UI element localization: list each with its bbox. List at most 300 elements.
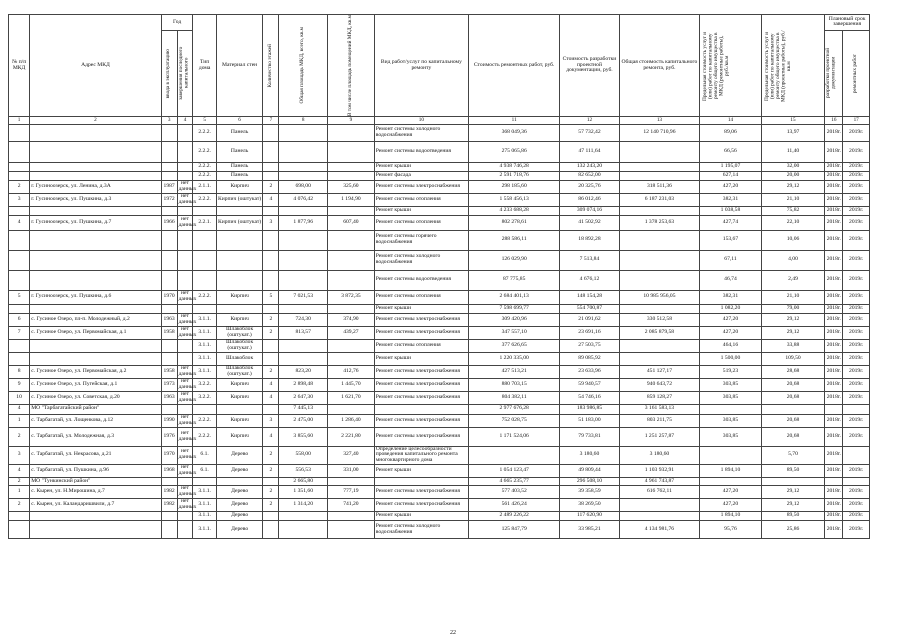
table-row: [9, 499, 870, 512]
column-numbers-row: [9, 117, 870, 125]
cell-type: [193, 404, 216, 414]
cell-term-design: 2018г.: [825, 446, 843, 465]
cell-floors: [263, 230, 279, 250]
cell-cost: 4 938 746,28: [469, 163, 560, 172]
cell-limit: 303,85: [700, 378, 761, 391]
cell-year-built: [161, 339, 177, 352]
cell-limit-design: 20,68: [761, 414, 825, 427]
cell-cost: 4 233 688,28: [469, 206, 560, 215]
cell-design: 21 091,62: [560, 313, 619, 326]
cell-walls: Кирпич: [216, 313, 263, 326]
column-number: 13: [619, 117, 700, 125]
cell-num: [9, 142, 30, 163]
cell-type: 3.2.2.: [193, 378, 216, 391]
column-number: 11: [469, 117, 560, 125]
cell-area-living: 777,19: [328, 486, 375, 499]
cell-num: 4: [9, 404, 30, 414]
column-number: 7: [263, 117, 279, 125]
cell-work: Ремонт системы электроснабжения: [374, 365, 468, 378]
cell-year-repair: нет данных: [178, 498, 197, 511]
cell-address: с. Гусиное Озеро, ул. Советская, д.20: [30, 391, 161, 404]
cell-design: 7 513,84: [560, 250, 619, 270]
cell-limit: 427,20: [700, 499, 761, 512]
cell-work: Ремонт системы электроснабжения: [374, 414, 468, 427]
cell-term-works: 2019г.: [843, 499, 870, 512]
cell-year-built: 1958: [161, 326, 177, 339]
cell-design: 86 012,46: [560, 194, 619, 207]
header-area-total: Общая площадь МКД, всего, кв.м: [279, 15, 328, 117]
column-number: 9: [328, 117, 375, 125]
cell-total: 3 161 583,13: [619, 404, 700, 414]
cell-type: 2.2.2.: [193, 125, 216, 142]
cell-term-works: 2019г.: [843, 427, 870, 446]
cell-total: 803 211,75: [619, 414, 700, 427]
cell-year-repair: [177, 339, 193, 352]
cell-limit: [700, 404, 761, 414]
cell-year-repair: нет данных: [178, 180, 197, 193]
cell-year-built: [161, 478, 177, 486]
cell-work: Ремонт системы отопления: [374, 339, 468, 352]
cell-area-total: 3 855,60: [279, 427, 328, 446]
cell-area-total: [279, 352, 328, 365]
cell-area-living: [328, 125, 375, 142]
cell-total: [619, 142, 700, 163]
cell-num: 4: [9, 215, 30, 230]
column-number: 5: [193, 117, 216, 125]
cell-total: 859 128,27: [619, 391, 700, 404]
cell-type: 3.1.1.: [193, 521, 216, 539]
cell-year-built: [161, 172, 177, 181]
cell-term-design: 2018г.: [825, 512, 843, 521]
cell-type: [193, 304, 216, 313]
column-number: 3: [161, 117, 177, 125]
cell-total: [619, 352, 700, 365]
table-row: [9, 163, 870, 172]
cell-floors: 2: [263, 465, 279, 478]
table-row: [9, 521, 870, 539]
cell-term-design: 2018г.: [825, 465, 843, 478]
cell-address: [30, 250, 161, 270]
cell-term-design: 2018г.: [825, 172, 843, 181]
cell-walls: Шлакоблок (оштукат.): [216, 365, 263, 378]
cell-type: 3.1.1.: [193, 352, 216, 365]
cell-num: [9, 270, 30, 290]
cell-address: с. Гусиное Озеро, ул. Пугейская, д.1: [30, 378, 161, 391]
cell-cost: 298 185,60: [469, 181, 560, 194]
cell-num: 1: [9, 486, 30, 499]
cell-term-design: [825, 478, 843, 486]
cell-floors: 4: [263, 427, 279, 446]
cell-address: с. Гусиное Озеро, пл-п. Молодежный, д.2: [30, 313, 161, 326]
cell-year-built: [161, 521, 177, 539]
cell-area-total: 2 475,00: [279, 414, 328, 427]
cell-term-works: [843, 446, 870, 465]
cell-type: 2.2.2.: [193, 172, 216, 181]
cell-floors: 3: [263, 414, 279, 427]
cell-area-total: [279, 512, 328, 521]
cell-term-works: 2019г.: [843, 270, 870, 290]
cell-floors: [263, 478, 279, 486]
cell-num: 2: [9, 181, 30, 194]
table-row: [9, 304, 870, 313]
table-row: [9, 313, 870, 326]
cell-cost: 577 403,52: [469, 486, 560, 499]
cell-floors: [263, 250, 279, 270]
cell-design: 3 180,60: [560, 446, 619, 465]
cell-limit-design: 13,97: [761, 125, 825, 142]
cell-floors: 2: [263, 446, 279, 465]
cell-term-design: 2018г.: [825, 378, 843, 391]
cell-limit-design: 20,68: [761, 378, 825, 391]
column-number: 17: [843, 117, 870, 125]
cell-term-works: 2019г.: [843, 181, 870, 194]
cell-term-works: 2019г.: [843, 206, 870, 215]
cell-num: [9, 512, 30, 521]
table-row: [9, 446, 870, 465]
cell-area-living: 327,40: [328, 446, 375, 465]
cell-year-built: 1968: [161, 465, 177, 478]
table-row: [9, 194, 870, 207]
cell-term-design: 2018г.: [825, 339, 843, 352]
cell-cost: 309 420,96: [469, 313, 560, 326]
cell-term-works: 2019г.: [843, 125, 870, 142]
cell-limit: 427,20: [700, 313, 761, 326]
cell-year-repair: [177, 512, 193, 521]
cell-type: 3.1.1.: [193, 486, 216, 499]
cell-year-repair: нет данных: [177, 427, 193, 446]
cell-limit-design: 20,00: [761, 172, 825, 181]
cell-term-works: 2019г.: [843, 391, 870, 404]
cell-work: Ремонт системы отопления: [374, 215, 468, 230]
cell-term-design: 2018г.: [825, 365, 843, 378]
cell-area-total: 1 877,96: [279, 215, 328, 230]
page-number: 22: [450, 630, 456, 636]
cell-type: 6.1.: [193, 446, 216, 465]
cell-work: Ремонт системы электроснабжения: [374, 427, 468, 446]
cell-walls: Кирпич: [216, 414, 263, 427]
cell-year-repair: [177, 172, 193, 181]
cell-walls: Кирпич: [216, 391, 263, 404]
cell-area-total: [279, 230, 328, 250]
cell-term-design: 2018г.: [825, 521, 843, 539]
cell-year-built: [161, 125, 177, 142]
cell-limit-design: 89,50: [761, 465, 825, 478]
column-number: 1: [9, 117, 30, 125]
cell-area-living: [328, 163, 375, 172]
cell-total: [619, 499, 700, 512]
cell-total: 1 103 932,91: [619, 465, 700, 478]
cell-year-repair: нет данных: [177, 446, 193, 465]
cell-design: 148 154,28: [560, 290, 619, 304]
cell-address: [30, 339, 161, 352]
cell-year-repair: [177, 404, 193, 414]
cell-cost: 368 049,36: [469, 125, 560, 142]
cell-term-works: 2019г.: [843, 414, 870, 427]
cell-area-total: [279, 304, 328, 313]
cell-walls: [216, 270, 263, 290]
cell-limit: 303,85: [700, 427, 761, 446]
cell-year-built: 1963: [161, 313, 177, 326]
cell-floors: 4: [263, 391, 279, 404]
cell-limit-design: 10,06: [761, 230, 825, 250]
cell-num: 2: [9, 499, 30, 512]
cell-work: Ремонт системы электроснабжения: [374, 378, 468, 391]
cell-year-built: [161, 206, 177, 215]
cell-work: Ремонт системы электроснабжения: [374, 313, 468, 326]
cell-type: 2.1.1.: [193, 181, 216, 194]
cell-type: [193, 250, 216, 270]
cell-area-total: [279, 163, 328, 172]
cell-floors: 2: [263, 499, 279, 512]
cell-walls: Дерево: [216, 512, 263, 521]
cell-cost: 126 029,90: [469, 250, 560, 270]
table-row: [9, 512, 870, 521]
column-number: 4: [177, 117, 193, 125]
cell-area-living: 1 194,90: [328, 194, 375, 207]
cell-area-living: [328, 172, 375, 181]
cell-total: 940 643,72: [619, 378, 700, 391]
cell-limit-design: 20,68: [761, 427, 825, 446]
cell-total: [619, 250, 700, 270]
cell-total: [619, 230, 700, 250]
cell-design: 89 085,92: [560, 352, 619, 365]
cell-address: [30, 125, 161, 142]
column-number: 12: [560, 117, 619, 125]
cell-limit-design: 28,68: [761, 365, 825, 378]
cell-limit: [700, 446, 761, 465]
cell-term-works: 2019г.: [843, 313, 870, 326]
cell-limit-design: 29,12: [761, 486, 825, 499]
header-term: Плановый срок завершения: [825, 15, 870, 31]
cell-limit: 303,85: [700, 414, 761, 427]
cell-num: 2: [9, 478, 30, 486]
cell-type: [193, 478, 216, 486]
cell-design: 57 732,42: [560, 125, 619, 142]
cell-cost: 275 065,86: [469, 142, 560, 163]
cell-walls: Кирпич (оштукат): [216, 194, 263, 207]
cell-walls: Кирпич: [216, 181, 263, 194]
cell-type: 3.1.1.: [193, 339, 216, 352]
cell-term-design: 2018г.: [825, 486, 843, 499]
cell-floors: [263, 163, 279, 172]
cell-term-works: [843, 404, 870, 414]
cell-area-total: 724,30: [279, 313, 328, 326]
cell-work: Ремонт фасада: [374, 172, 468, 181]
cell-address: с. Тарбагатай, ул. Пушкина, д.96: [30, 465, 161, 478]
cell-cost: 561 426,24: [469, 499, 560, 512]
cell-year-built: 1970: [161, 446, 177, 465]
cell-design: 309 074,16: [560, 206, 619, 215]
cell-num: [9, 250, 30, 270]
cell-work: Ремонт системы электроснабжения: [374, 181, 468, 194]
cell-term-works: 2019г.: [843, 230, 870, 250]
cell-design: 47 111,64: [560, 142, 619, 163]
cell-cost: 2 977 676,28: [469, 404, 560, 414]
cell-area-living: [328, 142, 375, 163]
cell-limit: 427,20: [700, 181, 761, 194]
cell-limit: 66,56: [700, 142, 761, 163]
cell-term-design: 2018г.: [825, 181, 843, 194]
cell-work: [374, 478, 468, 486]
table-row: [9, 414, 870, 427]
cell-limit: 382,31: [700, 194, 761, 207]
cell-year-repair: нет данных: [178, 325, 197, 338]
cell-total: [619, 304, 700, 313]
cell-walls: [216, 478, 263, 486]
cell-design: 4 676,12: [560, 270, 619, 290]
cell-year-repair: нет данных: [178, 485, 197, 498]
cell-area-living: [328, 206, 375, 215]
cell-design: 296 508,10: [560, 478, 619, 486]
cell-term-works: 2019г.: [843, 163, 870, 172]
cell-work: Ремонт системы холодного водоснабжения: [374, 125, 468, 142]
cell-cost: 2 684 401,13: [469, 290, 560, 304]
cell-area-living: 1 445,70: [328, 378, 375, 391]
header-year-repair: завершения последнего капитального: [177, 30, 193, 116]
cell-term-design: 2018г.: [825, 391, 843, 404]
cell-walls: [216, 250, 263, 270]
cell-work: Ремонт системы холодного водоснабжения: [374, 521, 468, 539]
cell-year-built: 1972: [161, 194, 177, 207]
cell-work: Ремонт крыши: [374, 206, 468, 215]
cell-address: МО "Тункинский район": [30, 478, 161, 486]
cell-term-design: 2018г.: [825, 215, 843, 230]
cell-year-built: [161, 304, 177, 313]
cell-term-design: 2018г.: [825, 290, 843, 304]
cell-address: с. Гусиное Озеро, ул. Первомайская, д.1: [30, 326, 161, 339]
column-number: 14: [700, 117, 761, 125]
cell-limit: 519,23: [700, 365, 761, 378]
header-area-living: В том числе площадь помещений МКД, кв.м: [328, 15, 375, 117]
cell-term-works: 2019г.: [843, 304, 870, 313]
cell-total: 10 985 956,05: [619, 290, 700, 304]
cell-walls: Панель: [216, 125, 263, 142]
cell-floors: [263, 270, 279, 290]
cell-num: 4: [9, 465, 30, 478]
cell-limit-design: 29,12: [761, 326, 825, 339]
cell-term-works: 2019г.: [843, 352, 870, 365]
cell-work: Ремонт системы электроснабжения: [374, 499, 468, 512]
cell-type: 2.2.2.: [193, 194, 216, 207]
cell-total: 12 140 710,96: [619, 125, 700, 142]
header-work: Вид работ/услуг по капитальному ремонту: [374, 15, 468, 117]
cell-year-built: 1982: [161, 499, 177, 512]
cell-area-total: 2 647,30: [279, 391, 328, 404]
cell-address: [30, 206, 161, 215]
cell-area-total: [279, 250, 328, 270]
cell-year-repair: нет данных: [178, 364, 197, 377]
cell-area-living: [328, 404, 375, 414]
cell-total: 1 378 253,63: [619, 215, 700, 230]
cell-limit-design: [761, 404, 825, 414]
cell-cost: 2 489 226,22: [469, 512, 560, 521]
cell-total: [619, 270, 700, 290]
cell-walls: Дерево: [216, 521, 263, 539]
cell-num: 6: [9, 313, 30, 326]
cell-area-total: 1 314,20: [279, 499, 328, 512]
cell-cost: 347 557,10: [469, 326, 560, 339]
cell-term-design: 2018г.: [825, 125, 843, 142]
cell-limit: 1 500,00: [700, 352, 761, 365]
cell-term-works: 2019г.: [843, 326, 870, 339]
cell-area-total: [279, 142, 328, 163]
cell-type: 2.2.2.: [193, 427, 216, 446]
cell-area-total: [279, 339, 328, 352]
cell-walls: [216, 404, 263, 414]
cell-num: [9, 163, 30, 172]
cell-limit-design: 20,68: [761, 391, 825, 404]
table-row: [9, 181, 870, 194]
cell-num: [9, 206, 30, 215]
cell-num: [9, 230, 30, 250]
cell-work: Ремонт крыши: [374, 304, 468, 313]
cell-area-total: 4 076,42: [279, 194, 328, 207]
header-limit: Предельная стоимость услуг и (или) работ по капитальному ремонту общего имущества в МКД (ремонтные работы), руб./кв.м: [700, 15, 761, 117]
cell-year-built: 1966: [161, 215, 177, 230]
cell-year-built: [161, 404, 177, 414]
cell-year-built: [161, 142, 177, 163]
cell-year-repair: [177, 521, 193, 539]
table-row: [9, 206, 870, 215]
table-row: [9, 326, 870, 339]
cell-term-design: 2018г.: [825, 270, 843, 290]
cell-num: 5: [9, 290, 30, 304]
cell-work: Определение целесообразности проведения капитального ремонта многоквартирного дома: [374, 446, 468, 465]
cell-total: [619, 163, 700, 172]
cell-design: 41 502,92: [560, 215, 619, 230]
cell-area-living: 2 221,80: [328, 427, 375, 446]
cell-walls: Шлакоблок (оштукат.): [216, 339, 263, 352]
cell-total: 616 762,11: [619, 486, 700, 499]
cell-term-design: 2018г.: [825, 304, 843, 313]
cell-area-living: [328, 352, 375, 365]
cell-work: Ремонт крыши: [374, 163, 468, 172]
cell-walls: Кирпич: [216, 427, 263, 446]
header-year-built: ввода в эксплуатацию: [161, 30, 177, 116]
cell-address: с. Тарбагатай, ул. Некрасова, д.21: [30, 446, 161, 465]
cell-design: 183 986,85: [560, 404, 619, 414]
table-body: [9, 125, 870, 539]
cell-address: МО "Тарбагатайский район": [30, 404, 161, 414]
cell-year-built: 1976: [161, 427, 177, 446]
cell-type: 3.1.1.: [193, 365, 216, 378]
cell-limit-design: 79,00: [761, 304, 825, 313]
table-row: [9, 250, 870, 270]
column-number: 16: [825, 117, 843, 125]
cell-limit: 627,14: [700, 172, 761, 181]
table-row: [9, 230, 870, 250]
table-row: [9, 339, 870, 352]
cell-type: 3.1.1.: [193, 512, 216, 521]
cell-num: 3: [9, 194, 30, 207]
column-number: 2: [30, 117, 161, 125]
cell-total: 318 511,36: [619, 181, 700, 194]
cell-term-works: 2019г.: [843, 142, 870, 163]
cell-total: [619, 206, 700, 215]
cell-work: [374, 404, 468, 414]
cell-term-design: 2018г.: [825, 414, 843, 427]
table-row: [9, 486, 870, 499]
cell-limit: 95,76: [700, 521, 761, 539]
cell-work: Ремонт системы отопления: [374, 290, 468, 304]
cell-address: [30, 521, 161, 539]
cell-year-built: 1958: [161, 365, 177, 378]
cell-limit-design: 11,40: [761, 142, 825, 163]
cell-year-repair: [177, 352, 193, 365]
cell-walls: Панель: [216, 172, 263, 181]
cell-term-works: 2019г.: [843, 172, 870, 181]
table-row: [9, 172, 870, 181]
